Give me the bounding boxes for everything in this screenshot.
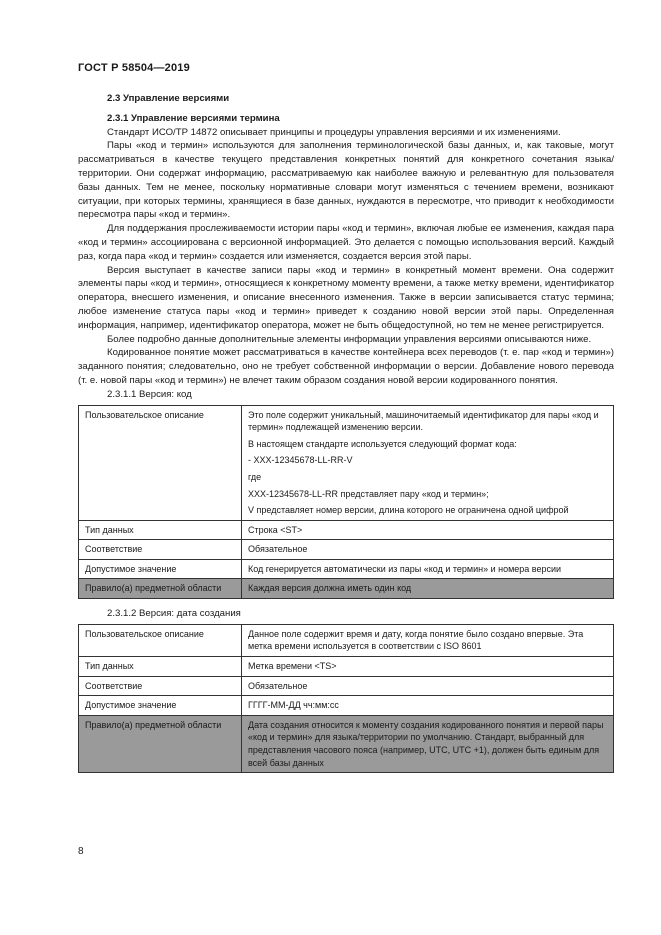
row-key: Соответствие: [79, 540, 242, 560]
row-key: Тип данных: [79, 520, 242, 540]
table-row: [79, 624, 614, 656]
version-code-table: [78, 405, 614, 600]
value-line: В настоящем стандарте используется следующий формат кода:: [248, 438, 517, 449]
row-value: ГГГГ-ММ-ДД чч:мм:сс: [242, 696, 614, 716]
row-key: Пользовательское описание: [79, 405, 242, 520]
row-value: Метка времени <TS>: [242, 657, 614, 677]
table-row: [79, 520, 614, 540]
table-row-shaded: [79, 579, 614, 599]
table-row-shaded: [79, 715, 614, 772]
row-value: [242, 405, 614, 520]
subsection-heading: 2.3.1 Управление версиями термина: [107, 112, 280, 124]
paragraph: Кодированное понятие может рассматриваться в качестве контейнера всех переводов (т. е. пар «код и термин») заданного понятия; следовательно, оно не требует собственной информации о версии. Добавление нового перевода (т. е. новой пары «код и термин») не влечет таким образом создания новой версии кодированного понятия.: [78, 347, 614, 386]
table-caption: 2.3.1.1 Версия: код: [107, 388, 192, 400]
paragraph: Для поддержания прослеживаемости истории пары «код и термин», включая любые ее изменения, каждая пара «код и термин» ассоциирована с версионной информацией. Это делается с помощью использования версий. Каждый раз, когда пара «код и термин» создается или изменяется, создается версия этой пары.: [78, 223, 614, 262]
value-line: где: [248, 471, 262, 482]
value-line: Это поле содержит уникальный, машиночитаемый идентификатор для пары «код и термин» подлежащей изменению версии.: [248, 409, 599, 433]
table-row: [79, 676, 614, 696]
row-value: Обязательное: [242, 540, 614, 560]
standard-header: ГОСТ Р 58504—2019: [78, 62, 190, 74]
paragraph: Более подробно данные дополнительные элементы информации управления версиями описываются ниже.: [107, 333, 592, 345]
row-key: Допустимое значение: [79, 696, 242, 716]
main-content: [78, 92, 614, 781]
table-row: [79, 657, 614, 677]
row-key: Допустимое значение: [79, 559, 242, 579]
row-value: Код генерируется автоматически из пары «код и термин» и номера версии: [242, 559, 614, 579]
row-value: Обязательное: [242, 676, 614, 696]
row-key: Пользовательское описание: [79, 624, 242, 656]
value-line: XXX-12345678-LL-RR представляет пару «код и термин»;: [248, 488, 489, 499]
page-number: 8: [78, 846, 84, 857]
table-row: [79, 540, 614, 560]
paragraph: Стандарт ИСО/ТР 14872 описывает принципы и процедуры управления версиями и их изменениями.: [107, 126, 561, 138]
paragraph: Пары «код и термин» используются для заполнения терминологической базы данных, и, как таковые, могут рассматриваться в качестве текущего представления конкретных понятий для конкретного сочетания языка/территории. Они содержат информацию, рассматриваемую как наиболее важную и релевантную для пользователя базы данных. Тем не менее, поскольку нормативные словари могут изменяться с течением времени, возникают ситуации, при которых термины, хранящиеся в базе данных, нуждаются в пересмотре, что приводит к необходимости пересмотра пары «код и термин».: [78, 140, 614, 221]
value-line: - XXX-12345678-LL-RR-V: [248, 455, 353, 466]
row-key: Соответствие: [79, 676, 242, 696]
table-caption: 2.3.1.2 Версия: дата создания: [107, 608, 241, 620]
section-heading: 2.3 Управление версиями: [107, 93, 230, 104]
row-value: Каждая версия должна иметь один код: [242, 579, 614, 599]
row-value: Строка <ST>: [242, 520, 614, 540]
row-value: Дата создания относится к моменту создания кодированного понятия и первой пары «код и термин» для языка/территории по умолчанию. Стандарт, выбранный для представления часового пояса (например, UTC, UTC +1), должен быть единым для всей базы данных: [242, 715, 614, 772]
table-row: [79, 405, 614, 520]
paragraph: Версия выступает в качестве записи пары «код и термин» в конкретный момент времени. Она содержит элементы пары «код и термин», относящиеся к конкретному моменту времени, а также метку времени, идентификатор оператора, внесшего изменения, и описание внесенного изменения. Также в версии записывается статус термина; любое изменение статуса пары «код и термин» приведет к созданию новой версии этой пары. Определенная информация, например, идентификатор оператора, может не быть общедоступной, но тем не менее регистрируется.: [78, 264, 614, 331]
value-line: V представляет номер версии, длина которого не ограничена одной цифрой: [248, 505, 569, 516]
row-value: Данное поле содержит время и дату, когда понятие было создано впервые. Эта метка времени используется в соответствии с ISO 8601: [242, 624, 614, 656]
table-row: [79, 559, 614, 579]
version-creation-date-table: [78, 624, 614, 773]
row-key: Тип данных: [79, 657, 242, 677]
row-key: Правило(а) предметной области: [79, 579, 242, 599]
row-key: Правило(а) предметной области: [79, 715, 242, 772]
table-row: [79, 696, 614, 716]
